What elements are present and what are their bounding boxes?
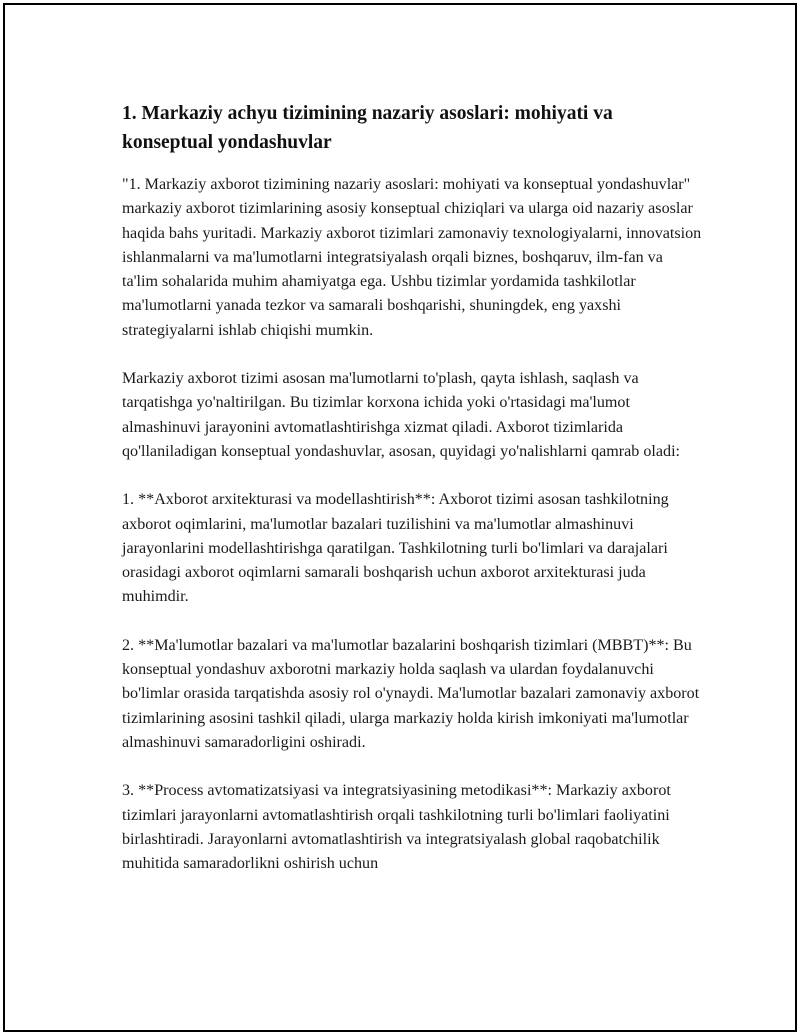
list-item-architecture: 1. **Axborot arxitekturasi va modellashtirish**: Axborot tizimi asosan tashkilotning axborot oqimlarini, ma'lumotlar bazalari tuzilishini va ma'lumotlar almashinuvi jarayonlarini modellashtirishga qaratilgan. Tashkilotning turli bo'limlari va darajalari orasidagi axborot oqimlarni samarali boshqarish uchun axborot arxitekturasi juda muhimdir. — [122, 491, 669, 606]
document-body — [122, 99, 702, 900]
page-frame — [3, 3, 797, 1032]
list-item-databases: 2. **Ma'lumotlar bazalari va ma'lumotlar bazalarini boshqarish tizimlari (MBBT)**: Bu konseptual yondashuv axborotni markaziy holda saqlash va ulardan foydalanuvchi bo'limlar orasida tarqatishda asosiy rol o'ynaydi. Ma'lumotlar bazalari zamonaviy axborot tizimlarining asosini tashkil qiladi, ularga markaziy holda kirish imkoniyati ma'lumotlar almashinuvi samaradorligini oshiradi. — [122, 636, 700, 751]
document-title: 1. Markaziy achyu tizimining nazariy asoslari: mohiyati va konseptual yondashuvlar — [122, 103, 613, 153]
intro-paragraph: "1. Markaziy axborot tizimining nazariy asoslari: mohiyati va konseptual yondashuvlar" markaziy axborot tizimlarining asosiy konseptual chiziqlari va ularga oid nazariy asoslar haqida bahs yuritadi. Markaziy axborot tizimlari zamonaviy texnologiyalarni, innovatsion ishlanmalarni va ma'lumotlarni integratsiyalash orqali biznes, boshqaruv, ilm-fan va ta'lim sohalarida muhim ahamiyatga ega. Ushbu tizimlar yordamida tashkilotlar ma'lumotlarni yanada tezkor va samarali boshqarishi, shuningdek, eng yaxshi strategiyalarni ishlab chiqishi mumkin. — [122, 176, 702, 339]
list-item-automation: 3. **Process avtomatizatsiyasi va integratsiyasining metodikasi**: Markaziy axborot tizimlari jarayonlarni avtomatlashtirish orqali tashkilotning turli bo'limlari faoliyatini birlashtiradi. Jarayonlarni avtomatlashtirish va integratsiyalash global raqobatchilik muhitida samaradorlikni oshirish uchun — [122, 782, 671, 873]
overview-paragraph: Markaziy axborot tizimi asosan ma'lumotlarni to'plash, qayta ishlash, saqlash va tarqatishga yo'naltirilgan. Bu tizimlar korxona ichida yoki o'rtasidagi ma'lumot almashinuvi jarayonini avtomatlashtirishga xizmat qiladi. Axborot tizimlarida qo'llaniladigan konseptual yondashuvlar, asosan, quyidagi yo'nalishlarni qamrab oladi: — [122, 370, 681, 460]
